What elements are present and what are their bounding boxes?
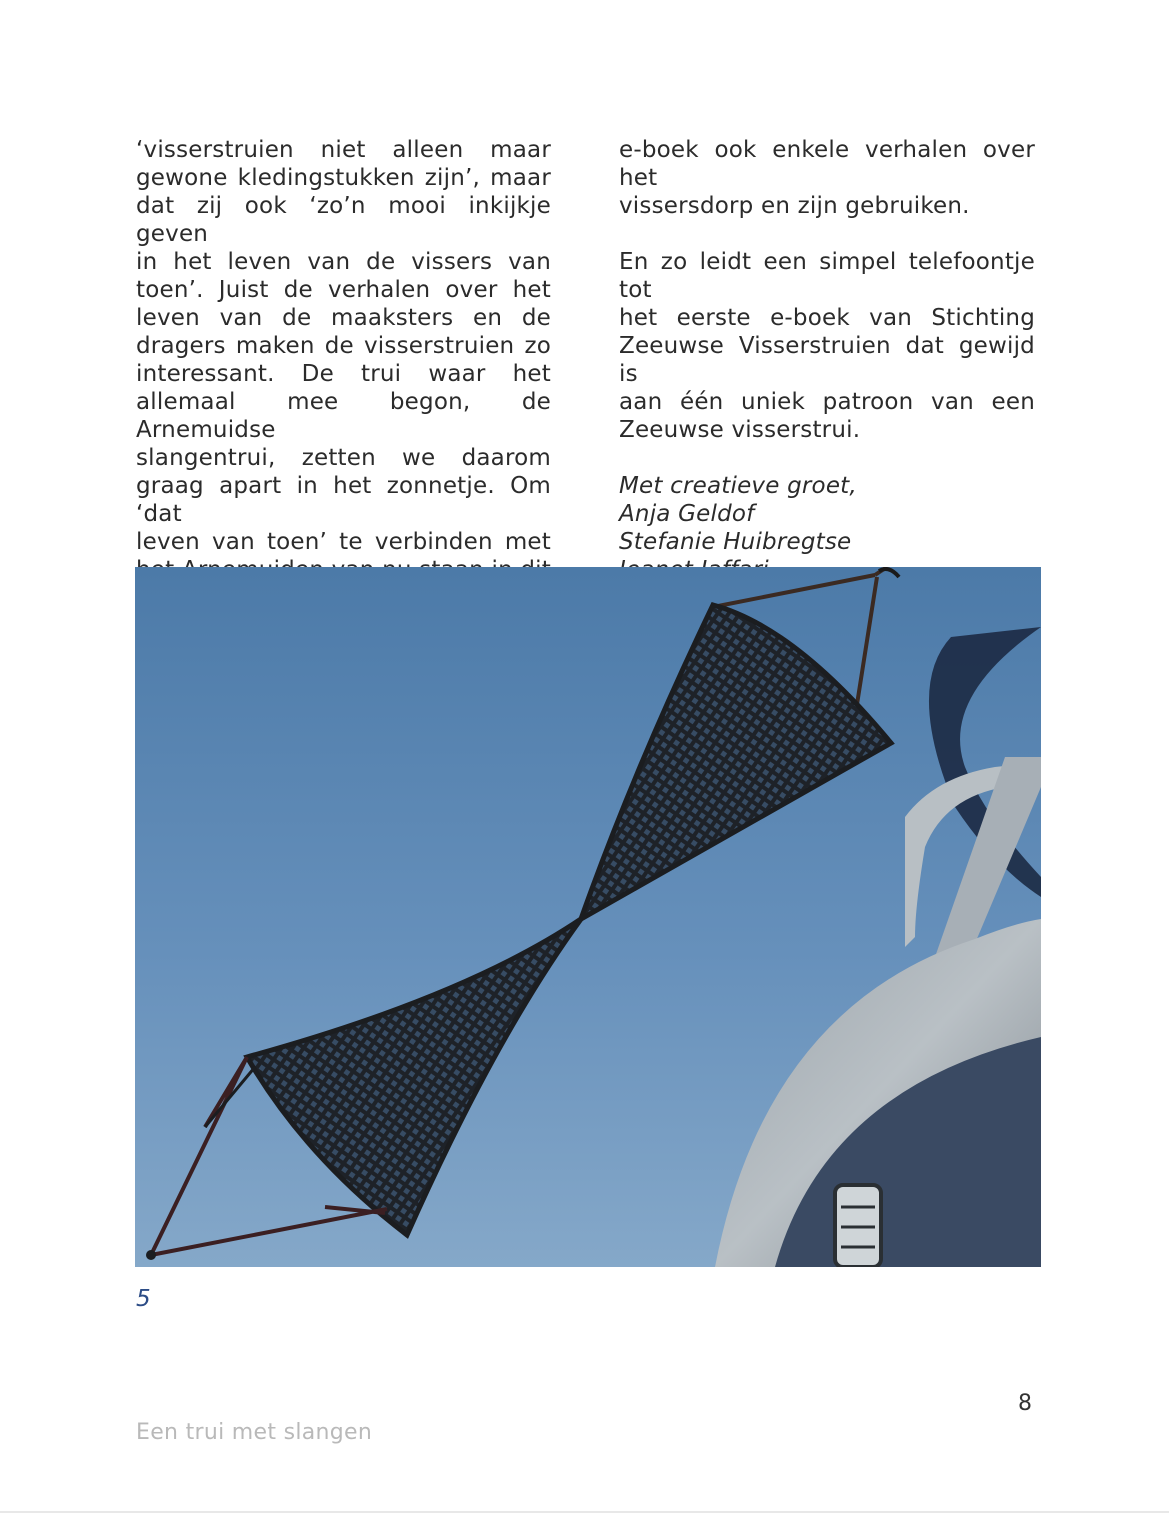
paragraph-2 (619, 248, 1035, 444)
text-line: e-boek ook enkele verhalen over het (619, 137, 1035, 191)
paragraph-1 (619, 136, 1035, 220)
text-line: Zeeuwse visserstrui. (619, 417, 861, 443)
signoff-name: Anja Geldof (619, 501, 755, 527)
text-line: vissersdorp en zijn gebruiken. (619, 193, 970, 219)
photo-fishing-net (135, 567, 1041, 1267)
text-line: leven van de maaksters en de (136, 305, 551, 331)
text-line: interessant. De trui waar het (136, 361, 551, 387)
signoff-greeting: Met creatieve groet, (619, 473, 857, 499)
bottom-divider (0, 1511, 1169, 1513)
text-line: allemaal mee begon, de Arnemuidse (136, 389, 551, 443)
text-line: graag apart in het zonnetje. Om ‘dat (136, 473, 551, 527)
text-line: gewone kledingstukken zijn’, maar (136, 165, 551, 191)
text-line: En zo leidt een simpel telefoontje tot (619, 249, 1035, 303)
text-line: aan één uniek patroon van een (619, 389, 1035, 415)
text-line: leven van toen’ te verbinden met (136, 529, 551, 555)
text-line: slangentrui, zetten we daarom (136, 445, 551, 471)
page-number: 8 (1018, 1391, 1032, 1416)
left-text-column (136, 136, 551, 584)
text-line: dragers maken de visserstruien zo (136, 333, 551, 359)
footer-book-title: Een trui met slangen (136, 1420, 373, 1445)
right-text-column (619, 136, 1035, 612)
photo-caption-number: 5 (136, 1286, 151, 1312)
text-line: het eerste e-boek van Stichting (619, 305, 1035, 331)
text-line: ‘visserstruien niet alleen maar (136, 137, 551, 163)
signoff-name: Stefanie Huibregtse (619, 529, 852, 555)
text-line: Zeeuwse Visserstruien dat gewijd is (619, 333, 1035, 387)
text-line: toen’. Juist de verhalen over het (136, 277, 551, 303)
text-line: dat zij ook ‘zo’n mooi inkijkje geven (136, 193, 551, 247)
text-line: in het leven van de vissers van (136, 249, 551, 275)
